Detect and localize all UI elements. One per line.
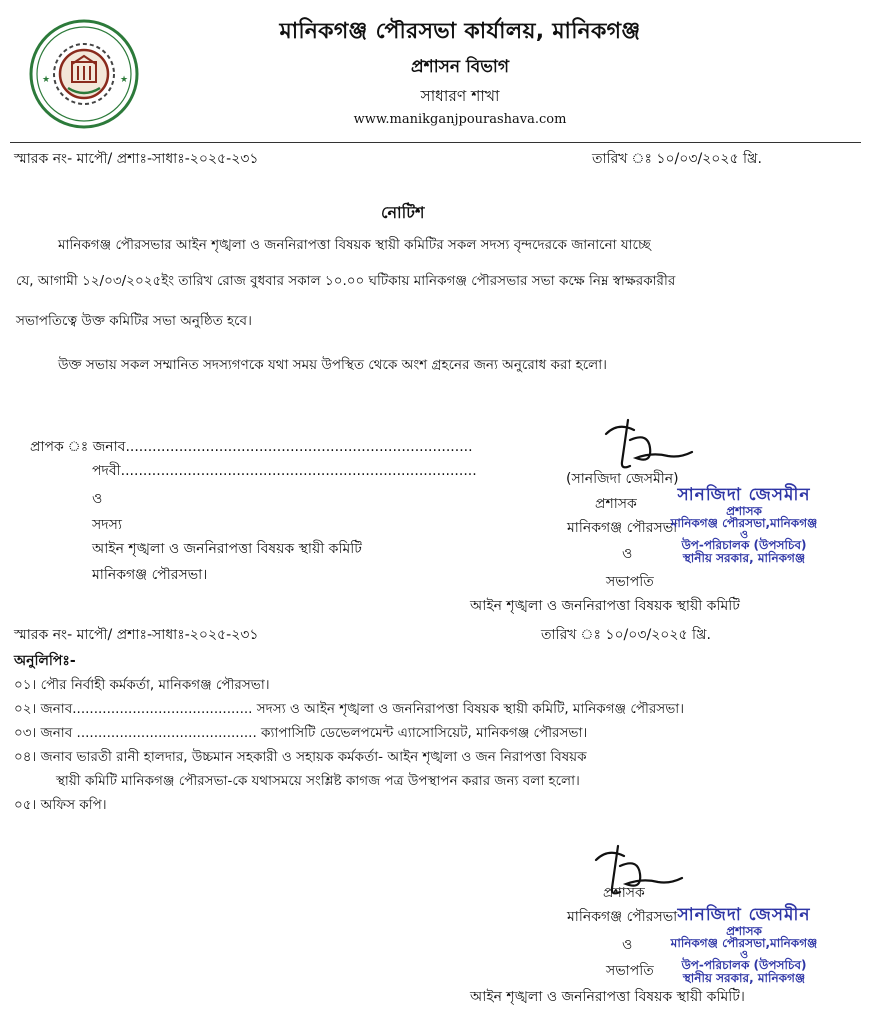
notice-title: নোটিশ bbox=[381, 203, 425, 222]
recipient-and: ও bbox=[92, 491, 103, 507]
signatory-and: ও bbox=[622, 546, 633, 562]
copy-item-4-continued: স্থায়ী কমিটি মানিকগঞ্জ পৌরসভা-কে যথাসময়ে সংশ্লিষ্ট কাগজ পত্র উপস্থাপন করার জন্য বলা হলো। bbox=[56, 773, 580, 789]
recipient-committee: আইন শৃঙ্খলা ও জননিরাপত্তা বিষয়ক স্থায়ী কমিটি bbox=[92, 541, 362, 557]
recipient-name-line: প্রাপক ঃ জনাব.............................................................................. bbox=[30, 439, 473, 455]
memo-date-copy: তারিখ ঃ ১০/০৩/২০২৫ খ্রি. bbox=[541, 627, 711, 643]
official-seal-stamp-2: সানজিদা জেসমীন প্রশাসক মানিকগঞ্জ পৌরসভা,মানিকগঞ্জ ও উপ-পরিচালক (উপসচিব) স্থানীয় সরকার, মানিকগঞ্জ bbox=[670, 905, 818, 985]
signatory-organization: মানিকগঞ্জ পৌরসভা bbox=[567, 520, 678, 536]
signatory-chair: সভাপতি bbox=[606, 574, 654, 590]
notice-paragraph-line-1: মানিকগঞ্জ পৌরসভার আইন শৃঙ্খলা ও জননিরাপত্তা বিষয়ক স্থায়ী কমিটির সকল সদস্য বৃন্দদেরকে জানানো যাচ্ছে bbox=[58, 237, 651, 253]
website-link[interactable]: www.manikganjpourashava.com bbox=[353, 112, 567, 127]
copies-title: অনুলিপিঃ- bbox=[14, 653, 76, 669]
copy-item-4: ০৪। জনাব ভারতী রানী হালদার, উচ্চমান সহকারী ও সহায়ক কর্মকর্তা- আইন শৃঙ্খলা ও জন নিরাপত্তা বিষয়ক bbox=[14, 749, 587, 765]
svg-text:★: ★ bbox=[120, 75, 129, 85]
notice-paragraph-line-2: যে, আগামী ১২/০৩/২০২৫ইং তারিখ রোজ বুধবার সকাল ১০.০০ ঘটিকায় মানিকগঞ্জ পৌরসভার সভা কক্ষে নিম্ন স্বাক্ষরকারীর bbox=[16, 273, 676, 289]
municipality-seal-logo bbox=[28, 18, 140, 130]
department-name: প্রশাসন বিভাগ bbox=[410, 57, 510, 77]
branch-name: সাধারণ শাখা bbox=[420, 87, 500, 105]
recipient-designation-line: পদবী................................................................................ bbox=[92, 463, 477, 479]
memo-number-copy: স্মারক নং- মাপৌ/ প্রশাঃ-সাধাঃ-২০২৫-২৩১ bbox=[14, 627, 259, 643]
signatory-2-chair: সভাপতি bbox=[606, 963, 654, 979]
official-seal-stamp-1: সানজিদা জেসমীন প্রশাসক মানিকগঞ্জ পৌরসভা,মানিকগঞ্জ ও উপ-পরিচালক (উপসচিব) স্থানীয় সরকার, মানিকগঞ্জ bbox=[670, 485, 818, 565]
signatory-2-committee: আইন শৃঙ্খলা ও জননিরাপত্তা বিষয়ক স্থায়ী কমিটি। bbox=[470, 989, 745, 1005]
signatory-committee: আইন শৃঙ্খলা ও জননিরাপত্তা বিষয়ক স্থায়ী কমিটি bbox=[470, 598, 740, 614]
signatory-2-organization: মানিকগঞ্জ পৌরসভা bbox=[567, 909, 678, 925]
signatory-name: (সানজিদা জেসমীন) bbox=[566, 471, 679, 487]
copy-item-1: ০১। পৌর নির্বাহী কর্মকর্তা, মানিকগঞ্জ পৌরসভা। bbox=[14, 677, 270, 693]
recipient-member: সদস্য bbox=[92, 517, 122, 533]
signatory-2-and: ও bbox=[622, 937, 633, 953]
copy-item-2: ০২। জনাব.......................................... সদস্য ও আইন শৃঙ্খলা ও জননিরাপত্তা বিষয়ক স্থায়ী কমিটি, মানিকগঞ্জ পৌরসভা। bbox=[14, 701, 685, 717]
notice-paragraph-line-3: সভাপতিত্বে উক্ত কমিটির সভা অনুষ্ঠিত হবে। bbox=[16, 313, 252, 329]
recipient-municipality: মানিকগঞ্জ পৌরসভা। bbox=[92, 567, 208, 583]
signatory-2-title: প্রশাসক bbox=[603, 885, 645, 901]
office-title: মানিকগঞ্জ পৌরসভা কার্যালয়, মানিকগঞ্জ bbox=[279, 19, 641, 44]
handwritten-signature-1 bbox=[588, 412, 708, 478]
svg-text:★: ★ bbox=[42, 75, 51, 85]
memo-date: তারিখ ঃ ১০/০৩/২০২৫ খ্রি. bbox=[592, 151, 762, 167]
copy-item-5: ০৫। অফিস কপি। bbox=[14, 797, 107, 813]
header-divider bbox=[10, 142, 861, 143]
notice-request-paragraph: উক্ত সভায় সকল সম্মানিত সদস্যগণকে যথা সময় উপস্থিত থেকে অংশ গ্রহনের জন্য অনুরোধ করা হলো। bbox=[58, 357, 607, 373]
memo-number: স্মারক নং- মাপৌ/ প্রশাঃ-সাধাঃ-২০২৫-২৩১ bbox=[14, 151, 259, 167]
signatory-title: প্রশাসক bbox=[595, 496, 637, 512]
copy-item-3: ০৩। জনাব .......................................... ক্যাপাসিটি ডেভেলপমেন্ট এ্যাসোসিয়েট, মানিকগঞ্জ পৌরসভা। bbox=[14, 725, 588, 741]
